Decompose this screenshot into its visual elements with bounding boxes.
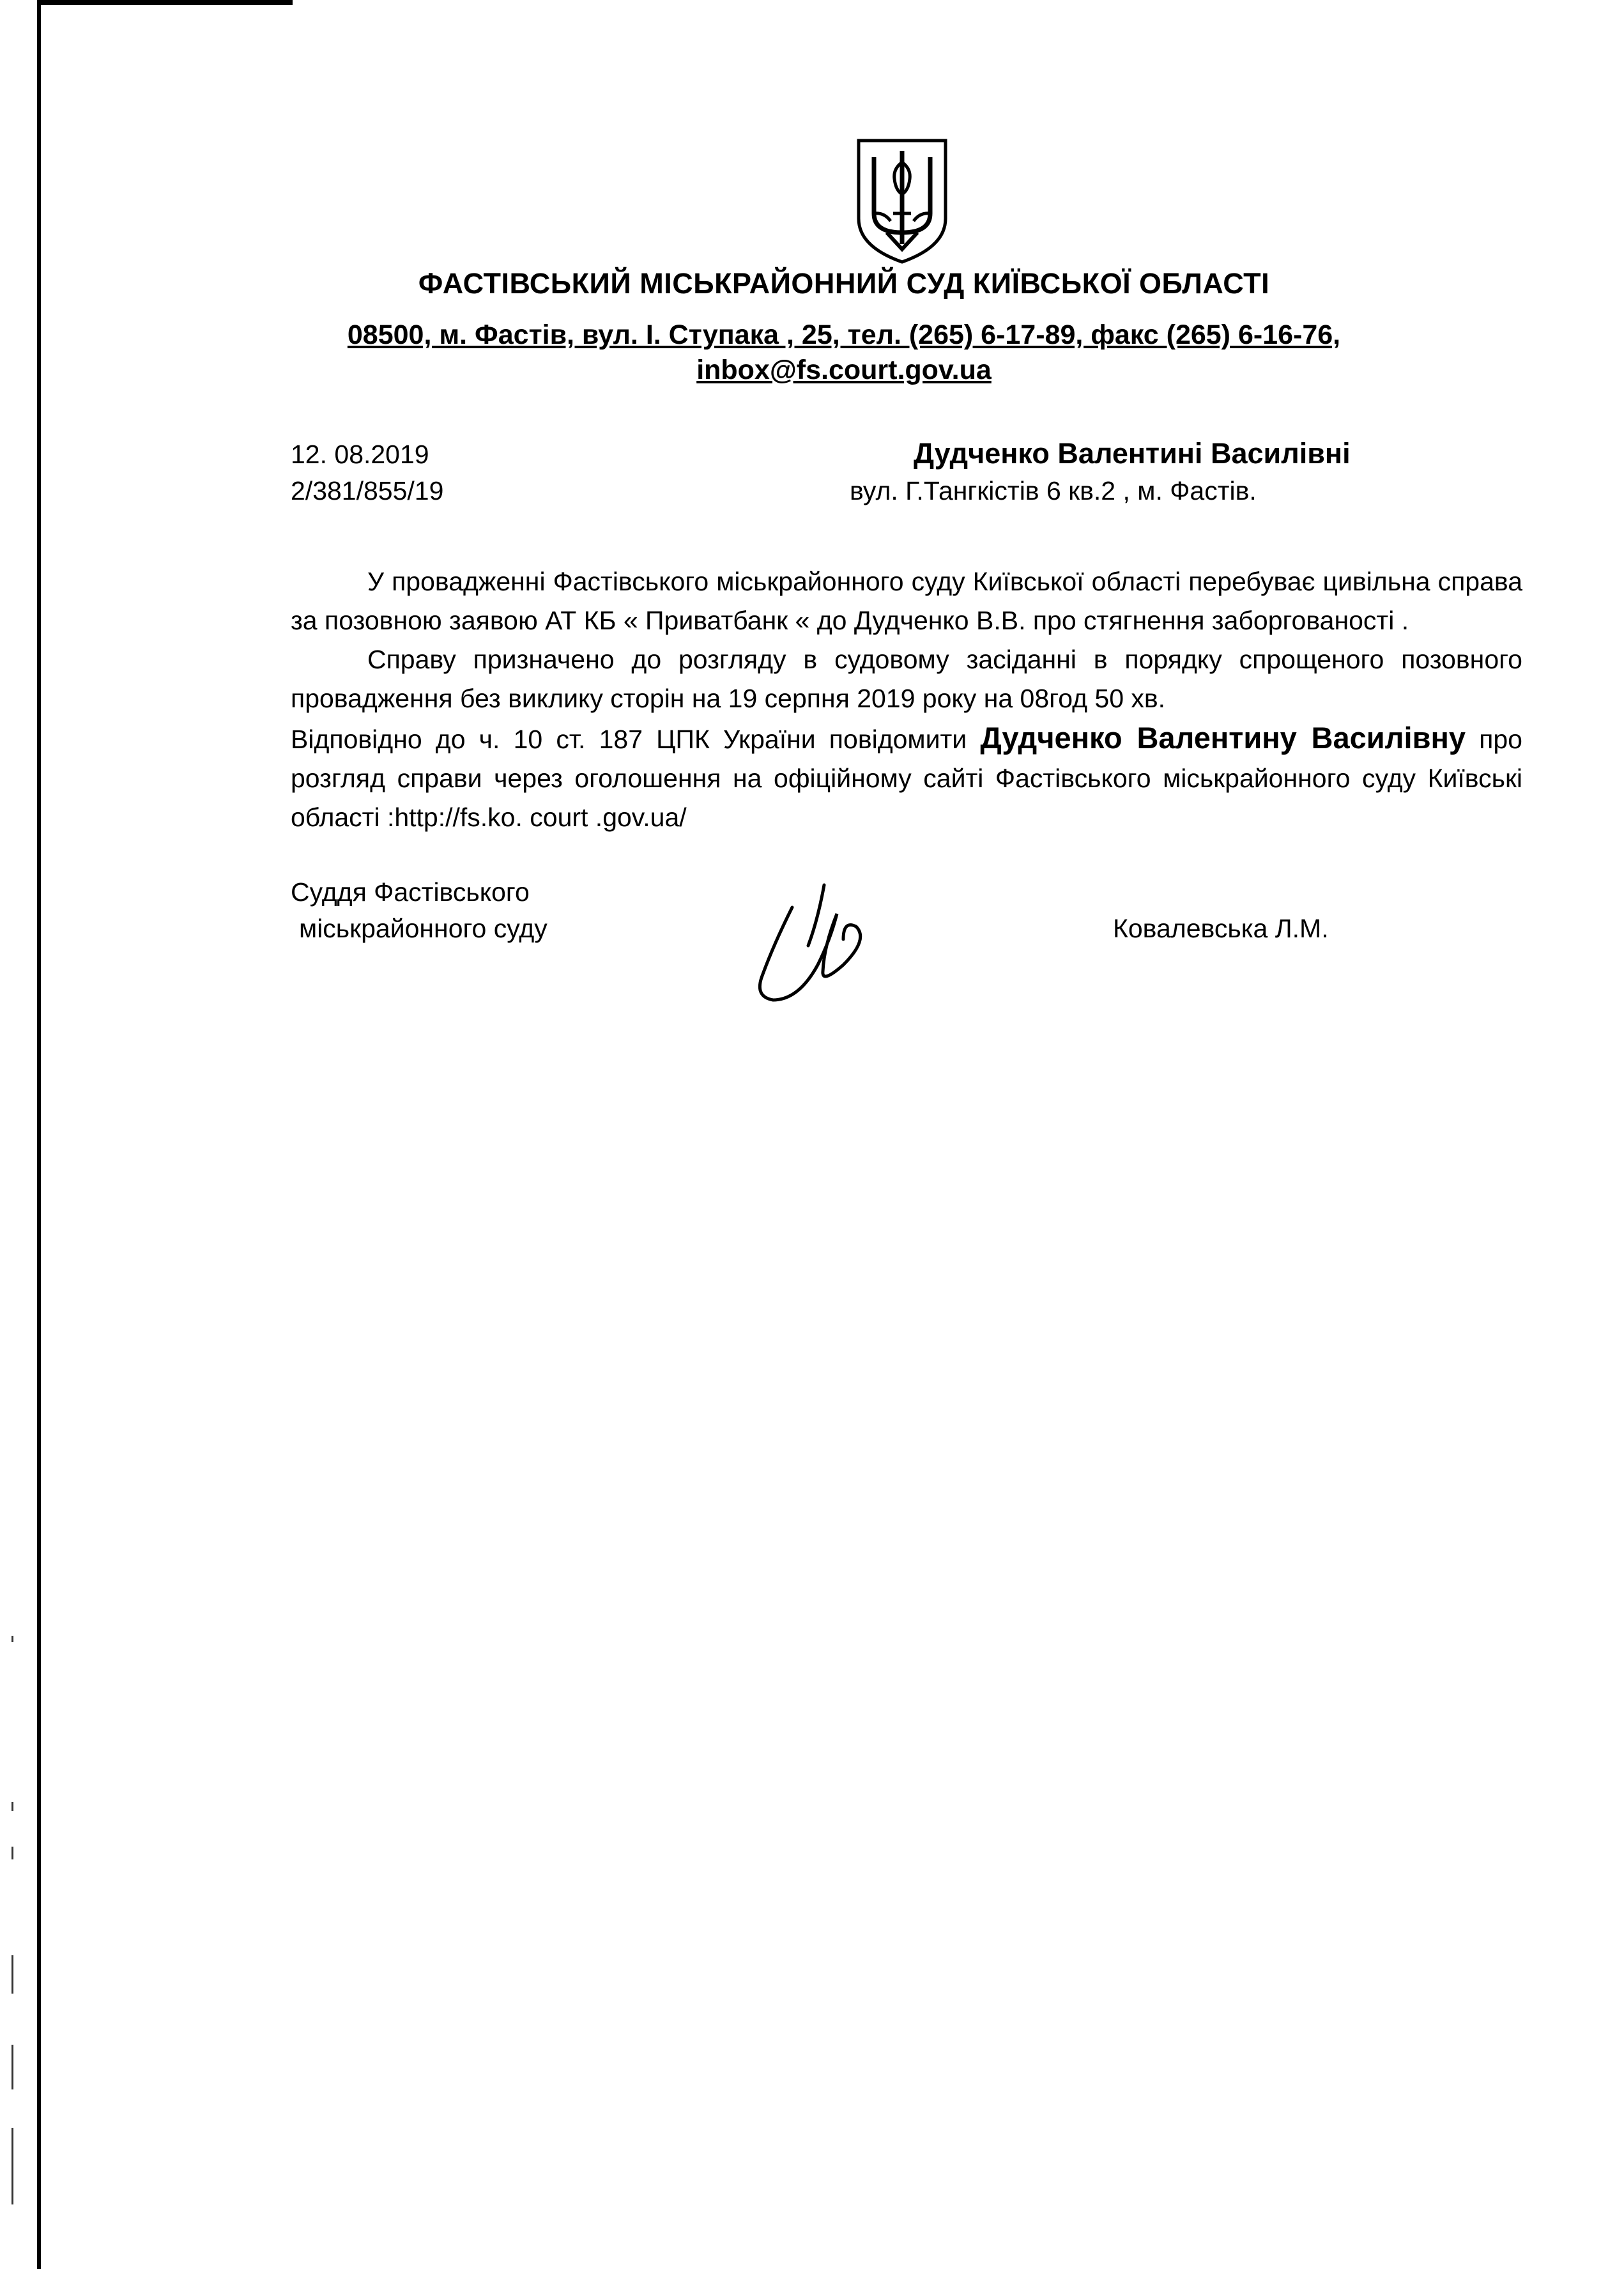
court-email-link[interactable]: inbox@fs.court.gov.ua xyxy=(696,355,992,385)
recipient-name: Дудченко Валентині Василівні xyxy=(914,437,1351,470)
scan-mark xyxy=(11,1802,13,1811)
judge-signature xyxy=(747,869,894,1016)
scan-mark xyxy=(11,1847,13,1859)
ukraine-trident-emblem-icon xyxy=(855,137,949,265)
court-name: ФАСТІВСЬКИЙ МІСЬКРАЙОННИЙ СУД КИЇВСЬКОЇ ОБЛАСТІ xyxy=(418,267,1270,300)
court-address: 08500, м. Фастів, вул. І. Ступака , 25, тел. (265) 6-17-89, факс (265) 6-16-76, xyxy=(347,319,1341,350)
paragraph-hearing-schedule: Справу призначено до розгляду в судовому засіданні в порядку спрощеного позовного провадження без виклику сторін на 19 серпня 2019 року на 08год 50 хв. xyxy=(291,645,1522,713)
defendant-name: Дудченко Валентину Василівну xyxy=(980,721,1466,755)
recipient-address: вул. Г.Тангкістів 6 кв.2 , м. Фастів. xyxy=(850,476,1257,505)
paragraph-case-info: У провадженні Фастівського міськрайонного суду Київської області перебуває цивільна справа за позовною заявою АТ КБ « Приватбанк « до Дудченко В.В. про стягнення заборгованості . xyxy=(291,567,1522,635)
letter-date: 12. 08.2019 xyxy=(291,440,429,469)
scan-border-top xyxy=(37,0,293,5)
judge-name: Ковалевська Л.М. xyxy=(1113,914,1329,943)
scan-mark xyxy=(11,2045,13,2089)
judge-title-line2: міськрайонного суду xyxy=(299,914,548,943)
notification-text-end: про розгляд справи через оголошення на офіційному сайті Фастівського міськрайонного суду Київські області :http://fs.ko. court .gov.ua/ xyxy=(291,725,1522,832)
case-number: 2/381/855/19 xyxy=(291,476,444,505)
notification-text-start: Відповідно до ч. 10 ст. 187 ЦПК України повідомити xyxy=(291,725,967,754)
scan-mark xyxy=(11,1955,13,1994)
judge-title-line1: Суддя Фастівського xyxy=(291,877,530,907)
paragraph-notification xyxy=(291,718,1522,837)
court-email[interactable] xyxy=(0,355,1624,386)
scan-mark xyxy=(11,2128,13,2204)
letter-body xyxy=(291,562,1522,837)
scan-mark xyxy=(11,1636,13,1642)
